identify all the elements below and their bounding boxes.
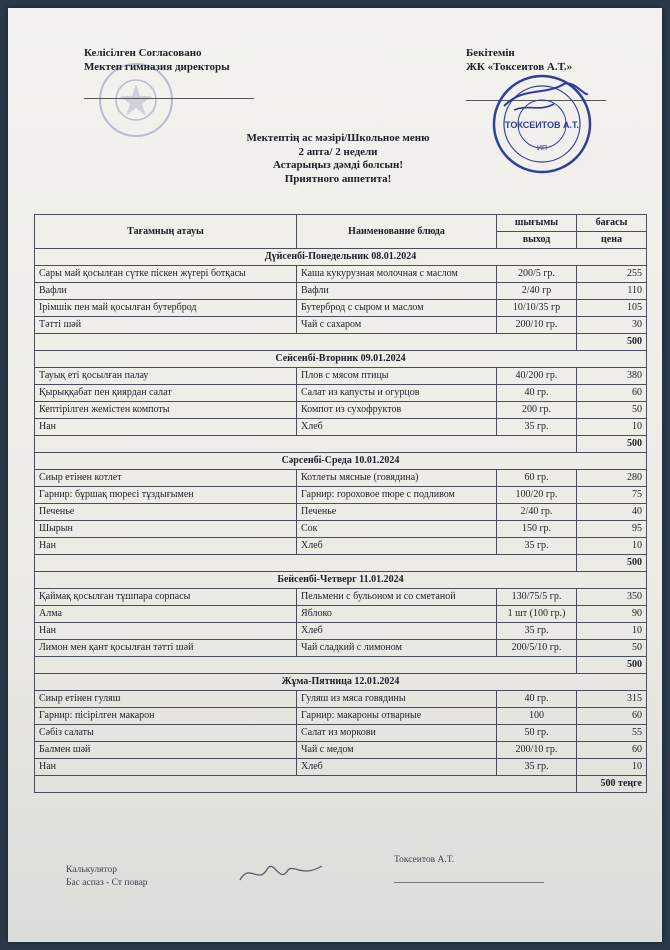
dish-row [35, 504, 647, 521]
footer-signer-name: Токсеитов А.Т. [394, 855, 454, 865]
col-header-price-ru: цена [577, 232, 647, 249]
dish-output: 40/200 гр. [497, 368, 577, 385]
dish-name-ru: Яблоко [297, 606, 497, 623]
dish-row [35, 266, 647, 283]
dish-output: 35 гр. [497, 538, 577, 555]
approval-block-left [84, 46, 230, 74]
dish-output: 40 гр. [497, 385, 577, 402]
dish-name-ru: Чай с медом [297, 742, 497, 759]
dish-price: 40 [577, 504, 647, 521]
dish-name-kz: Тәтті шәй [35, 317, 297, 334]
dish-row [35, 521, 647, 538]
left-approval-role: Мектеп гимназия директоры [84, 61, 230, 73]
day-total: 500 теңге [577, 776, 647, 793]
total-spacer [35, 555, 577, 572]
dish-name-ru: Чай сладкий с лимоном [297, 640, 497, 657]
dish-name-kz: Гарнир: бұршақ пюресі тұздығымен [35, 487, 297, 504]
col-header-ru: Наименование блюда [297, 215, 497, 249]
dish-name-ru: Вафли [297, 283, 497, 300]
col-header-price-kz: бағасы [577, 215, 647, 232]
dish-row [35, 487, 647, 504]
dish-price: 60 [577, 742, 647, 759]
dish-price: 55 [577, 725, 647, 742]
dish-price: 10 [577, 759, 647, 776]
dish-output: 200/5/10 гр. [497, 640, 577, 657]
right-approval-org: ЖК «Токсеитов А.Т.» [466, 61, 573, 73]
dish-name-ru: Сок [297, 521, 497, 538]
col-header-kz: Тағамның атауы [35, 215, 297, 249]
day-total: 500 [577, 436, 647, 453]
dish-price: 90 [577, 606, 647, 623]
dish-name-kz: Сәбіз салаты [35, 725, 297, 742]
day-header-row [35, 351, 647, 368]
footer-signers [66, 864, 148, 890]
dish-name-kz: Печенье [35, 504, 297, 521]
handwritten-signature [236, 856, 326, 890]
dish-row [35, 470, 647, 487]
dish-name-kz: Нан [35, 419, 297, 436]
day-title: Дүйсенбі-Понедельник 08.01.2024 [35, 249, 647, 266]
dish-price: 315 [577, 691, 647, 708]
dish-name-ru: Гарнир: гороховое пюре с подливом [297, 487, 497, 504]
dish-name-kz: Гарнир: пісірілген макарон [35, 708, 297, 725]
day-total-row [35, 436, 647, 453]
dish-price: 60 [577, 708, 647, 725]
dish-output: 2/40 гр [497, 283, 577, 300]
day-header-row [35, 572, 647, 589]
dish-name-ru: Хлеб [297, 623, 497, 640]
dish-name-ru: Гарнир: макароны отварные [297, 708, 497, 725]
calculator-label: Калькулятор [66, 865, 118, 875]
dish-name-kz: Тауық еті қосылған палау [35, 368, 297, 385]
dish-name-kz: Нан [35, 538, 297, 555]
dish-price: 60 [577, 385, 647, 402]
dish-row [35, 691, 647, 708]
seal-sub: ИП [536, 145, 548, 152]
dish-row [35, 317, 647, 334]
dish-name-ru: Гуляш из мяса говядины [297, 691, 497, 708]
dish-name-kz: Қаймақ қосылған тұшпара сорпасы [35, 589, 297, 606]
dish-name-kz: Қырыққабат пен қиярдан салат [35, 385, 297, 402]
footer-signature-line [394, 882, 544, 883]
dish-row [35, 623, 647, 640]
col-header-output-ru: выход [497, 232, 577, 249]
dish-row [35, 385, 647, 402]
dish-row [35, 708, 647, 725]
dish-output: 2/40 гр. [497, 504, 577, 521]
dish-name-kz: Нан [35, 759, 297, 776]
day-title: Сәрсенбі-Среда 10.01.2024 [35, 453, 647, 470]
title-line-2: 2 апта/ 2 недели [298, 145, 378, 158]
left-signature-line [84, 98, 254, 99]
dish-name-kz: Алма [35, 606, 297, 623]
dish-output: 40 гр. [497, 691, 577, 708]
dish-output: 35 гр. [497, 759, 577, 776]
menu-table [34, 214, 647, 793]
dish-price: 75 [577, 487, 647, 504]
dish-name-kz: Лимон мен қант қосылған тәтті шәй [35, 640, 297, 657]
dish-name-ru: Пельмени с бульоном и со сметаной [297, 589, 497, 606]
dish-name-kz: Кептірілген жемістен компоты [35, 402, 297, 419]
day-title: Бейсенбі-Четверг 11.01.2024 [35, 572, 647, 589]
dish-row [35, 742, 647, 759]
title-line-1: Мектептің ас мәзірі/Школьное меню [246, 132, 430, 144]
total-spacer [35, 776, 577, 793]
dish-row [35, 368, 647, 385]
dish-row [35, 589, 647, 606]
dish-price: 350 [577, 589, 647, 606]
dish-name-ru: Чай с сахаром [297, 317, 497, 334]
dish-name-ru: Хлеб [297, 538, 497, 555]
day-total-row [35, 776, 647, 793]
dish-name-kz: Сиыр етінен гуляш [35, 691, 297, 708]
dish-output: 200/10 гр. [497, 742, 577, 759]
dish-output: 200 гр. [497, 402, 577, 419]
menu-body [35, 249, 647, 793]
dish-name-ru: Печенье [297, 504, 497, 521]
dish-price: 255 [577, 266, 647, 283]
dish-price: 95 [577, 521, 647, 538]
day-header-row [35, 453, 647, 470]
dish-name-ru: Каша кукурузная молочная с маслом [297, 266, 497, 283]
dish-output: 150 гр. [497, 521, 577, 538]
dish-price: 280 [577, 470, 647, 487]
dish-output: 10/10/35 гр [497, 300, 577, 317]
total-spacer [35, 436, 577, 453]
dish-output: 35 гр. [497, 623, 577, 640]
dish-output: 100 [497, 708, 577, 725]
dish-name-ru: Плов с мясом птицы [297, 368, 497, 385]
dish-name-ru: Бутерброд с сыром и маслом [297, 300, 497, 317]
dish-output: 130/75/5 гр. [497, 589, 577, 606]
dish-price: 10 [577, 538, 647, 555]
right-approval-title: Бекітемін [466, 47, 515, 59]
total-spacer [35, 334, 577, 351]
day-total-row [35, 657, 647, 674]
day-total: 500 [577, 555, 647, 572]
dish-name-kz: Балмен шәй [35, 742, 297, 759]
dish-output: 35 гр. [497, 419, 577, 436]
dish-row [35, 538, 647, 555]
dish-name-ru: Компот из сухофруктов [297, 402, 497, 419]
dish-name-ru: Котлеты мясные (говядина) [297, 470, 497, 487]
dish-output: 60 гр. [497, 470, 577, 487]
title-line-4: Приятного аппетита! [284, 172, 392, 185]
title-line-3: Астарыңыз дәмді болсын! [272, 159, 404, 171]
dish-name-kz: Сиыр етінен котлет [35, 470, 297, 487]
dish-row [35, 419, 647, 436]
dish-name-ru: Салат из капусты и огурцов [297, 385, 497, 402]
dish-price: 50 [577, 402, 647, 419]
dish-price: 380 [577, 368, 647, 385]
menu-title [208, 132, 468, 186]
head-cook-label: Бас аспаз - Ст повар [66, 878, 148, 888]
dish-output: 1 шт (100 гр.) [497, 606, 577, 623]
dish-name-kz: Сары май қосылған сүтке піскен жүгері ботқасы [35, 266, 297, 283]
company-seal-icon [484, 66, 604, 176]
dish-row [35, 402, 647, 419]
dish-name-kz: Ірімшік пен май қосылған бутерброд [35, 300, 297, 317]
dish-row [35, 300, 647, 317]
dish-price: 50 [577, 640, 647, 657]
day-header-row [35, 249, 647, 266]
dish-name-kz: Нан [35, 623, 297, 640]
day-title: Жұма-Пятница 12.01.2024 [35, 674, 647, 691]
day-total-row [35, 555, 647, 572]
dish-price: 10 [577, 419, 647, 436]
dish-row [35, 606, 647, 623]
dish-price: 110 [577, 283, 647, 300]
day-header-row [35, 674, 647, 691]
dish-price: 105 [577, 300, 647, 317]
dish-price: 30 [577, 317, 647, 334]
seal-name: ТОКСЕИТОВ А.Т. [505, 120, 579, 130]
dish-row [35, 725, 647, 742]
dish-price: 10 [577, 623, 647, 640]
dish-name-ru: Салат из моркови [297, 725, 497, 742]
menu-document [8, 8, 662, 942]
total-spacer [35, 657, 577, 674]
dish-row [35, 640, 647, 657]
dish-output: 200/5 гр. [497, 266, 577, 283]
dish-name-kz: Вафли [35, 283, 297, 300]
col-header-output-kz: шығымы [497, 215, 577, 232]
dish-name-ru: Хлеб [297, 759, 497, 776]
dish-name-ru: Хлеб [297, 419, 497, 436]
dish-row [35, 759, 647, 776]
day-total-row [35, 334, 647, 351]
day-title: Сейсенбі-Вторник 09.01.2024 [35, 351, 647, 368]
day-total: 500 [577, 334, 647, 351]
dish-output: 50 гр. [497, 725, 577, 742]
dish-output: 200/10 гр. [497, 317, 577, 334]
dish-row [35, 283, 647, 300]
day-total: 500 [577, 657, 647, 674]
dish-output: 100/20 гр. [497, 487, 577, 504]
left-approval-title: Келісілген Согласовано [84, 47, 202, 59]
dish-name-kz: Шырын [35, 521, 297, 538]
